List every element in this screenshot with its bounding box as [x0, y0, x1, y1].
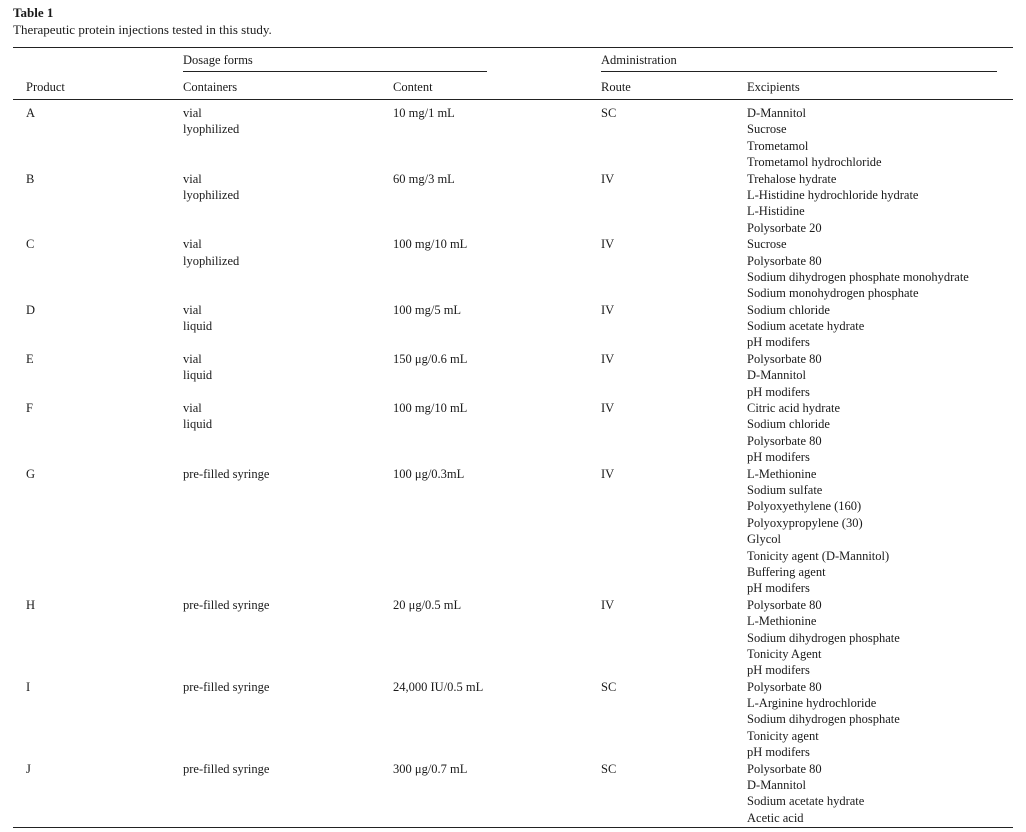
route-cell-line: SC: [601, 761, 617, 776]
container-cell: [183, 302, 212, 335]
column-header-containers: Containers: [183, 80, 238, 94]
content-cell-line: 300 μg/0.7 mL: [393, 761, 468, 776]
excipients-cell-line: D-Mannitol: [747, 778, 807, 793]
product-cell: [26, 400, 33, 416]
content-cell: [393, 761, 467, 777]
excipients-cell-line: Sodium chloride: [747, 417, 830, 432]
excipients-cell-line: L-Histidine: [747, 204, 805, 219]
table-body: [0, 105, 1026, 826]
container-cell-line: vial: [183, 351, 202, 366]
excipients-cell-line: D-Mannitol: [747, 106, 807, 120]
excipients-cell-line: Sodium monohydrogen phosphate: [747, 286, 919, 301]
route-cell: [601, 679, 616, 695]
content-cell: [393, 597, 461, 613]
excipients-cell-line: L-Methionine: [747, 614, 817, 629]
container-cell-line: vial: [183, 171, 202, 186]
excipients-cell-line: pH modifers: [747, 384, 810, 399]
content-cell: [393, 351, 467, 367]
route-cell-line: SC: [601, 106, 617, 120]
excipients-cell-line: Trehalose hydrate: [747, 171, 837, 186]
excipients-cell-line: Polysorbate 80: [747, 597, 822, 612]
excipients-cell-line: L-Methionine: [747, 466, 817, 481]
container-cell: [183, 105, 239, 138]
container-cell-line: pre-filled syringe: [183, 761, 270, 776]
route-cell: [601, 105, 616, 121]
table-row: [0, 761, 1026, 827]
content-cell-line: 100 mg/10 mL: [393, 401, 468, 416]
container-cell-line: vial: [183, 302, 202, 317]
content-cell-line: 100 mg/10 mL: [393, 237, 468, 252]
excipients-cell: [747, 400, 1026, 466]
excipients-cell-line: Trometamol hydrochloride: [747, 155, 882, 170]
excipients-cell: [747, 171, 1026, 237]
route-cell-line: IV: [601, 302, 615, 317]
product-cell: [26, 171, 34, 187]
content-cell-line: 100 mg/5 mL: [393, 302, 462, 317]
excipients-cell-line: Polysorbate 20: [747, 220, 822, 235]
route-cell: [601, 761, 616, 777]
product-cell: [26, 466, 35, 482]
excipients-cell: [747, 761, 1026, 827]
excipients-cell-line: Sucrose: [747, 237, 787, 252]
excipients-cell: [747, 105, 1026, 171]
bottom-rule: [13, 827, 1013, 828]
product-cell-line: H: [26, 597, 36, 612]
header-rule: [13, 99, 1013, 100]
container-cell-line: pre-filled syringe: [183, 597, 270, 612]
excipients-cell-line: Sodium dihydrogen phosphate monohydrate: [747, 269, 969, 284]
route-cell-line: SC: [601, 679, 617, 694]
route-cell: [601, 302, 614, 318]
excipients-cell-line: Trometamol: [747, 138, 809, 153]
excipients-cell: [747, 597, 1026, 679]
excipients-cell-line: Sodium acetate hydrate: [747, 794, 865, 809]
container-cell-line: liquid: [183, 319, 213, 334]
product-cell: [26, 236, 34, 252]
column-header-excipients: Excipients: [747, 80, 800, 94]
route-cell: [601, 597, 614, 613]
container-cell: [183, 400, 212, 433]
product-cell-line: A: [26, 106, 36, 120]
top-rule: [13, 47, 1013, 48]
route-cell: [601, 171, 614, 187]
excipients-cell-line: L-Histidine hydrochloride hydrate: [747, 187, 919, 202]
excipients-cell-line: Polysorbate 80: [747, 679, 822, 694]
table-row: [0, 236, 1026, 302]
container-cell: [183, 761, 269, 777]
excipients-cell-line: Sucrose: [747, 122, 787, 137]
excipients-cell-line: pH modifers: [747, 745, 810, 760]
excipients-cell-line: Tonicity agent: [747, 728, 819, 743]
excipients-cell-line: pH modifers: [747, 335, 810, 350]
excipients-cell-line: Polysorbate 80: [747, 351, 822, 366]
content-cell: [393, 400, 467, 416]
content-cell: [393, 679, 483, 695]
table-row: [0, 597, 1026, 679]
content-cell-line: 60 mg/3 mL: [393, 171, 455, 186]
content-cell-line: 100 μg/0.3mL: [393, 466, 465, 481]
product-cell-line: F: [26, 401, 33, 416]
excipients-cell-line: Citric acid hydrate: [747, 401, 841, 416]
content-cell: [393, 236, 467, 252]
excipients-cell-line: Polysorbate 80: [747, 253, 822, 268]
excipients-cell-line: Polyoxypropylene (30): [747, 515, 863, 530]
excipients-cell-line: Acetic acid: [747, 810, 804, 825]
column-header-route: Route: [601, 80, 631, 94]
container-cell-line: lyophilized: [183, 187, 240, 202]
product-cell-line: C: [26, 237, 35, 252]
table-row: [0, 171, 1026, 237]
content-cell-line: 10 mg/1 mL: [393, 106, 455, 120]
product-cell: [26, 351, 34, 367]
product-cell-line: I: [26, 679, 31, 694]
container-cell-line: pre-filled syringe: [183, 466, 270, 481]
table-title: Table 1: [13, 5, 54, 20]
product-cell-line: D: [26, 302, 36, 317]
container-cell-line: lyophilized: [183, 122, 240, 137]
table-row: [0, 466, 1026, 597]
container-cell: [183, 351, 212, 384]
table-row: [0, 679, 1026, 761]
product-cell-line: G: [26, 466, 36, 481]
excipients-cell-line: pH modifers: [747, 581, 810, 596]
excipients-cell: [747, 679, 1026, 761]
excipients-cell: [747, 236, 1026, 302]
route-cell-line: IV: [601, 171, 615, 186]
content-cell-line: 150 μg/0.6 mL: [393, 351, 468, 366]
product-cell-line: B: [26, 171, 35, 186]
group-header-dosage-forms: Dosage forms: [183, 53, 253, 67]
route-cell: [601, 466, 614, 482]
excipients-cell-line: Sodium dihydrogen phosphate: [747, 630, 900, 645]
container-cell-line: liquid: [183, 417, 213, 432]
dosage-forms-rule: [183, 71, 487, 72]
route-cell-line: IV: [601, 237, 615, 252]
container-cell: [183, 171, 239, 204]
container-cell-line: pre-filled syringe: [183, 679, 270, 694]
route-cell-line: IV: [601, 466, 615, 481]
route-cell-line: IV: [601, 351, 615, 366]
excipients-cell-line: L-Arginine hydrochloride: [747, 696, 877, 711]
table-row: [0, 302, 1026, 351]
excipients-cell-line: pH modifers: [747, 450, 810, 465]
excipients-cell-line: Polyoxyethylene (160): [747, 499, 862, 514]
group-header-administration: Administration: [601, 53, 677, 67]
route-cell: [601, 236, 614, 252]
product-cell-line: E: [26, 351, 34, 366]
content-cell: [393, 171, 455, 187]
product-cell: [26, 679, 30, 695]
content-cell: [393, 105, 455, 121]
column-header-content: Content: [393, 80, 433, 94]
table-caption: Therapeutic protein injections tested in this study.: [13, 22, 272, 37]
excipients-cell-line: Sodium dihydrogen phosphate: [747, 712, 900, 727]
excipients-cell-line: Tonicity Agent: [747, 646, 822, 661]
container-cell: [183, 679, 269, 695]
excipients-cell-line: Polysorbate 80: [747, 761, 822, 776]
product-cell-line: J: [26, 761, 31, 776]
container-cell: [183, 466, 269, 482]
table-row: [0, 400, 1026, 466]
excipients-cell-line: Sodium acetate hydrate: [747, 319, 865, 334]
excipients-cell-line: pH modifers: [747, 663, 810, 678]
content-cell: [393, 302, 461, 318]
product-cell: [26, 302, 35, 318]
product-cell: [26, 597, 35, 613]
content-cell-line: 24,000 IU/0.5 mL: [393, 679, 484, 694]
excipients-cell: [747, 302, 1026, 351]
container-cell: [183, 597, 269, 613]
excipients-cell-line: D-Mannitol: [747, 368, 807, 383]
container-cell: [183, 236, 239, 269]
content-cell: [393, 466, 464, 482]
container-cell-line: lyophilized: [183, 253, 240, 268]
product-cell: [26, 761, 31, 777]
column-header-product: Product: [26, 80, 65, 94]
excipients-cell-line: Buffering agent: [747, 564, 826, 579]
container-cell-line: vial: [183, 401, 202, 416]
product-cell: [26, 105, 35, 121]
excipients-cell-line: Glycol: [747, 532, 782, 547]
administration-rule: [601, 71, 997, 72]
route-cell: [601, 400, 614, 416]
excipients-cell-line: Tonicity agent (D-Mannitol): [747, 548, 890, 563]
route-cell: [601, 351, 614, 367]
content-cell-line: 20 μg/0.5 mL: [393, 597, 462, 612]
table-row: [0, 105, 1026, 171]
route-cell-line: IV: [601, 401, 615, 416]
route-cell-line: IV: [601, 597, 615, 612]
excipients-cell-line: Sodium sulfate: [747, 482, 823, 497]
excipients-cell: [747, 466, 1026, 597]
table-row: [0, 351, 1026, 400]
container-cell-line: vial: [183, 237, 202, 252]
container-cell-line: vial: [183, 106, 202, 120]
excipients-cell-line: Polysorbate 80: [747, 433, 822, 448]
excipients-cell: [747, 351, 1026, 400]
container-cell-line: liquid: [183, 368, 213, 383]
excipients-cell-line: Sodium chloride: [747, 302, 830, 317]
